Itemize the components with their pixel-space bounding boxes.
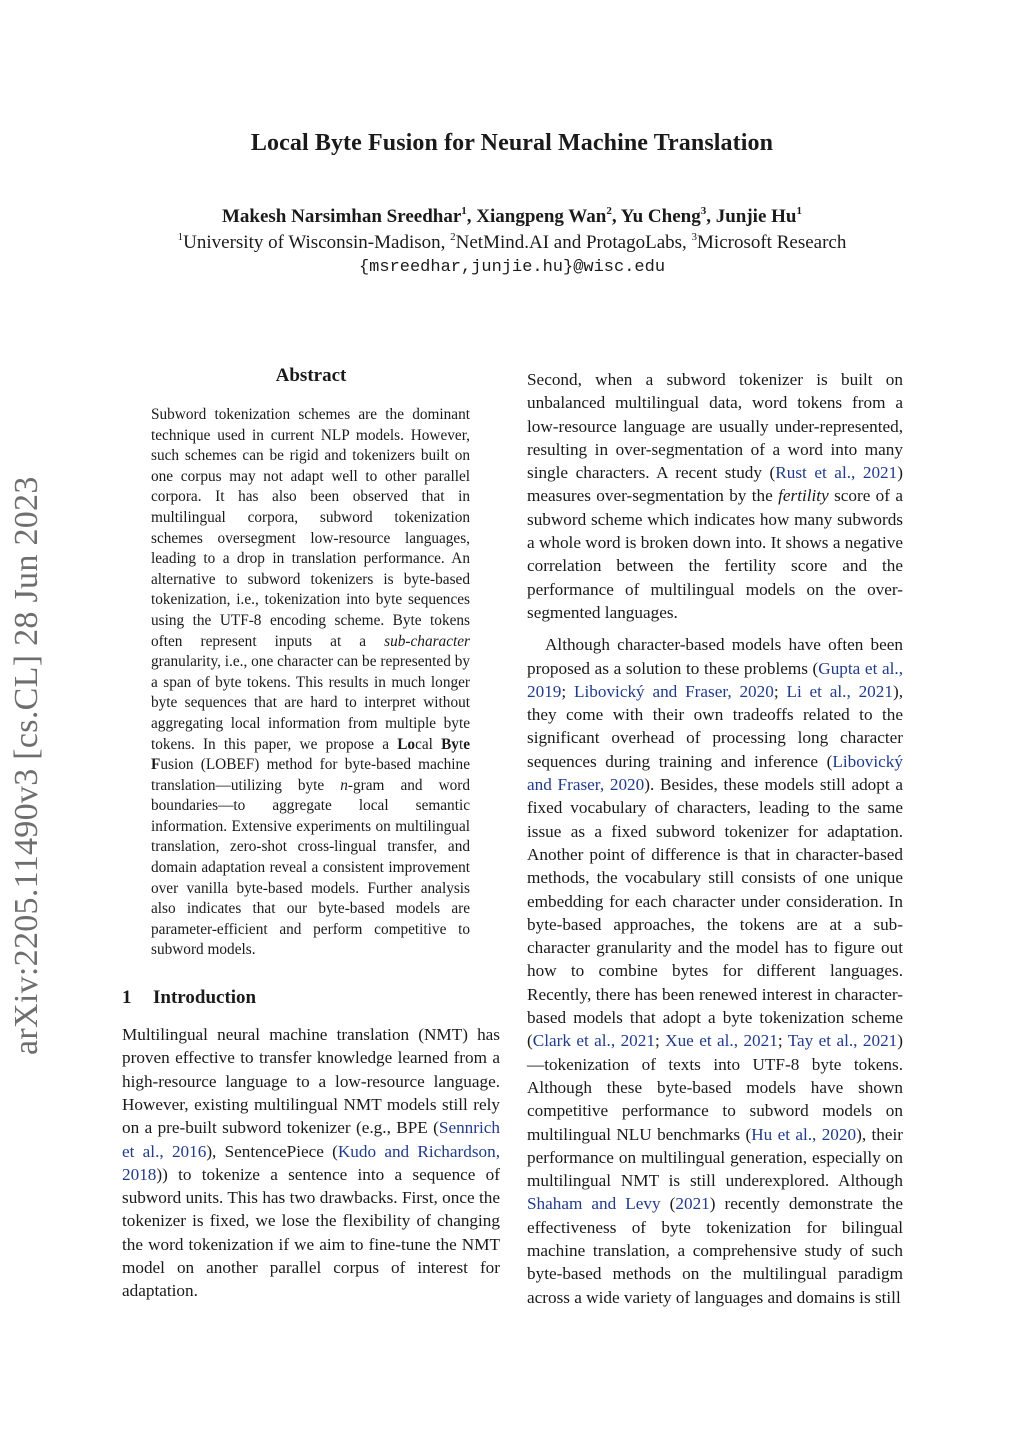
- citation-link[interactable]: Shaham and Levy: [527, 1194, 661, 1214]
- affiliation-name: University of Wisconsin-Madison,: [183, 232, 446, 253]
- right-column: [527, 368, 903, 1309]
- citation-link[interactable]: Kudo and Richardson, 2018: [122, 1141, 501, 1184]
- section-number: 1: [122, 987, 132, 1009]
- affiliation-name: Microsoft Research: [697, 232, 847, 253]
- citation-link[interactable]: Li et al., 2021: [786, 681, 893, 701]
- affil-mark: 3: [691, 231, 698, 243]
- author-name: Makesh Narsimhan Sreedhar: [221, 206, 462, 227]
- intro-paragraph-2: Second, when a subword tokenizer is built on unbalanced multilingual data, word tokens from a low-resource language are usually under-represented, resulting in over-segmentation of a word into many single characters. A recent study (Rust et al., 2021) measures over-segmentation by the fertility score of a subword scheme which indicates how many subwords a whole word is broken down into. It shows a negative correlation between the fertility score and the performance of multilingual models on the over-segmented languages.: [527, 370, 903, 622]
- author-name: Xiangpeng Wan: [476, 206, 607, 227]
- author-affil-mark: 1: [796, 205, 802, 217]
- author-affil-mark: 3: [700, 205, 707, 217]
- affil-mark: 1: [177, 231, 184, 243]
- abstract-text: Subword tokenization schemes are the dominant technique used in current NLP models. However, such schemes can be rigid and tokenizers built on one corpus may not adapt well to other parallel corpora. It has also been observed that in multilingual corpora, subword tokenization schemes oversegment low-resource languages, leading to a drop in translation performance. An alternative to subword tokenizers is byte-based tokenization, i.e., tokenization into byte sequences using the UTF-8 encoding scheme. Byte tokens often represent inputs at a sub-character granularity, i.e., one character can be represented by a span of byte tokens. This results in much longer byte sequences that are hard to interpret without aggregating local information from multiple byte tokens. In this paper, we propose a Local Byte Fusion (LOBEF) method for byte-based machine translation—utilizing byte n-gram and word boundaries—to aggregate local semantic information. Extensive experiments on multilingual translation, zero-shot cross-lingual transfer, and domain adaptation reveal a consistent improvement over vanilla byte-based models. Further analysis also indicates that our byte-based models are parameter-efficient and perform competitive to subword models.: [151, 406, 471, 959]
- citation-link[interactable]: Rust et al., 2021: [775, 463, 898, 483]
- abstract-heading: Abstract: [275, 365, 347, 386]
- contact-email[interactable]: {msreedhar,junjie.hu}@wisc.edu: [358, 258, 666, 277]
- author-list: Makesh Narsimhan Sreedhar$^1$, Xiangpeng Wan$^2$, Yu Cheng$^3$, Junjie Hu$^1$: [221, 205, 802, 227]
- affiliation-list: [0, 232, 1024, 254]
- affil-mark: 2: [450, 231, 456, 243]
- citation-link[interactable]: Xue et al., 2021: [665, 1031, 778, 1051]
- author-name: Junjie Hu: [715, 206, 797, 227]
- citation-link[interactable]: Clark et al., 2021: [532, 1031, 655, 1051]
- citation-link[interactable]: 2021: [675, 1194, 710, 1214]
- section-heading-introduction: [122, 987, 500, 1009]
- left-column: [122, 365, 500, 1303]
- citation-link[interactable]: Libovický and Fraser, 2020: [527, 751, 903, 795]
- citation-link[interactable]: Sennrich et al., 2016: [122, 1118, 500, 1161]
- section-title: Introduction: [153, 987, 257, 1009]
- citation-link[interactable]: Tay et al., 2021: [787, 1031, 898, 1051]
- paper-title: Local Byte Fusion for Neural Machine Translation: [250, 130, 774, 156]
- affiliation-name: NetMind.AI and ProtagoLabs,: [455, 232, 687, 253]
- citation-link[interactable]: Libovický and Fraser, 2020: [573, 681, 774, 701]
- author-affil-mark: 1: [461, 205, 467, 217]
- author-affil-mark: 2: [606, 205, 612, 217]
- intro-paragraph-1: Multilingual neural machine translation (NMT) has proven effective to transfer knowledge learned from a high-resource language to a low-resource language. However, existing multilingual NMT models still rely on a pre-built subword tokenizer (e.g., BPE (Sennrich et al., 2016), SentencePiece (Kudo and Richardson, 2018)) to tokenize a sentence into a sequence of subword units. This has two drawbacks. First, once the tokenizer is fixed, we lose the flexibility of changing the word tokenization if we aim to fine-tune the NMT model on another parallel corpus of interest for adaptation.: [122, 1025, 501, 1301]
- intro-paragraph-3: Although character-based models have often been proposed as a solution to these problems (Gupta et al., 2019; Libovický and Fraser, 2020; Li et al., 2021), they come with their own tradeoffs related to the significant overhead of processing long character sequences during training and inference (Libovický and Fraser, 2020). Besides, these models still adopt a fixed vocabulary of characters, leading to the same issue as a fixed subword tokenizer for adaptation. Another point of difference is that in character-based methods, the vocabulary still consists of one unique embedding for each character under consideration. In byte-based approaches, the tokens are at a sub-character granularity and the model has to figure out how to combine bytes for different languages. Recently, there has been renewed interest in character-based models that adopt a byte tokenization scheme (Clark et al., 2021; Xue et al., 2021; Tay et al., 2021)—tokenization of texts into UTF-8 byte tokens. Although these byte-based models have shown competitive performance to subword models on multilingual NLU benchmarks (Hu et al., 2020), their performance on multilingual generation, especially on multilingual NMT is still underexplored. Although Shaham and Levy (2021) recently demonstrate the effectiveness of byte tokenization for bilingual machine translation, a comprehensive study of such byte-based methods on the multilingual paradigm across a wide variety of languages and domains is still: [527, 635, 904, 1307]
- citation-link[interactable]: Gupta et al., 2019: [527, 658, 903, 701]
- arxiv-identifier-stamp[interactable]: arXiv:2205.11490v3 [cs.CL] 28 Jun 2023: [8, 476, 45, 1055]
- citation-link[interactable]: Hu et al., 2020: [751, 1124, 857, 1144]
- author-name: Yu Cheng: [620, 206, 701, 227]
